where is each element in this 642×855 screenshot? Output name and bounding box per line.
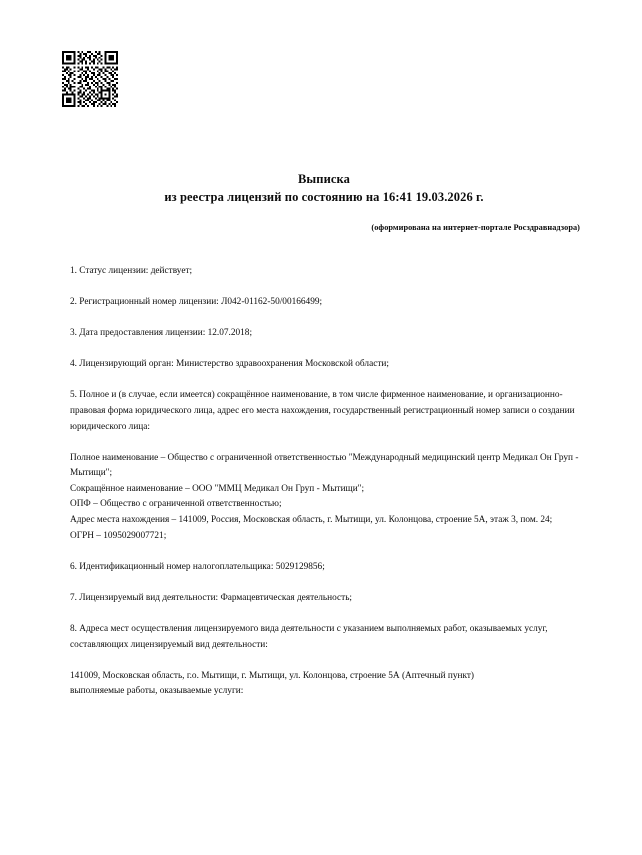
entity-ogrn: ОГРН – 1095029007721; xyxy=(70,530,167,541)
title-line-1: Выписка xyxy=(297,172,350,186)
entity-address: Адрес места нахождения – 141009, Россия, Московская область, г. Мытищи, ул. Колонцова, строение 5А, этаж 3, пом. 24; xyxy=(70,515,553,526)
item-8-heading: 8. Адреса мест осуществления лицензируемого вида деятельности с указанием выполняемых работ, оказываемых услуг, составляющих лицензируемый вид деятельности: xyxy=(70,623,548,650)
activity-address: 141009, Московская область, г.о. Мытищи, г. Мытищи, ул. Колонцова, строение 5А (Аптечный пункт) xyxy=(70,670,475,681)
qr-code xyxy=(62,50,118,108)
item-4-licensing-authority: 4. Лицензирующий орган: Министерство здравоохранения Московской области; xyxy=(70,359,389,370)
item-3-issue-date: 3. Дата предоставления лицензии: 12.07.2018; xyxy=(70,328,253,339)
item-7-activity-type: 7. Лицензируемый вид деятельности: Фармацевтическая деятельность; xyxy=(70,592,353,603)
item-8-location-details xyxy=(70,669,582,700)
item-6-inn: 6. Идентификационный номер налогоплательщика: 5029129856; xyxy=(70,561,325,572)
entity-short-name: Сокращённое наименование – ООО "ММЦ Медикал Он Груп - Мытищи"; xyxy=(70,483,365,494)
item-5-entity-details xyxy=(70,451,582,545)
entity-legal-form: ОПФ – Общество с ограниченной ответственностью; xyxy=(70,499,282,510)
entity-full-name: Полное наименование – Общество с ограниченной ответственностью "Международный медицинский центр Медикал Он Груп - Мытищи"; xyxy=(70,452,579,479)
document-title xyxy=(70,170,578,206)
item-1-status: 1. Статус лицензии: действует; xyxy=(70,266,193,276)
item-2-registration-number: 2. Регистрационный номер лицензии: Л042-01162-50/00166499; xyxy=(70,297,323,308)
activity-works-label: выполняемые работы, оказываемые услуги: xyxy=(70,686,244,697)
item-5-heading: 5. Полное и (в случае, если имеется) сокращённое наименование, в том числе фирменное наименование, и организационно-правовая форма юридического лица, адрес его места нахождения, государственный регистрационный номер записи о создании юридического лица: xyxy=(70,390,575,432)
title-line-2: из реестра лицензий по состоянию на 16:41 19.03.2026 г. xyxy=(164,190,484,204)
document-subtitle: (оформирована на интернет-портале Росздравнадзора) xyxy=(371,223,580,232)
qr-code-image xyxy=(62,50,118,108)
document-body xyxy=(70,264,582,715)
